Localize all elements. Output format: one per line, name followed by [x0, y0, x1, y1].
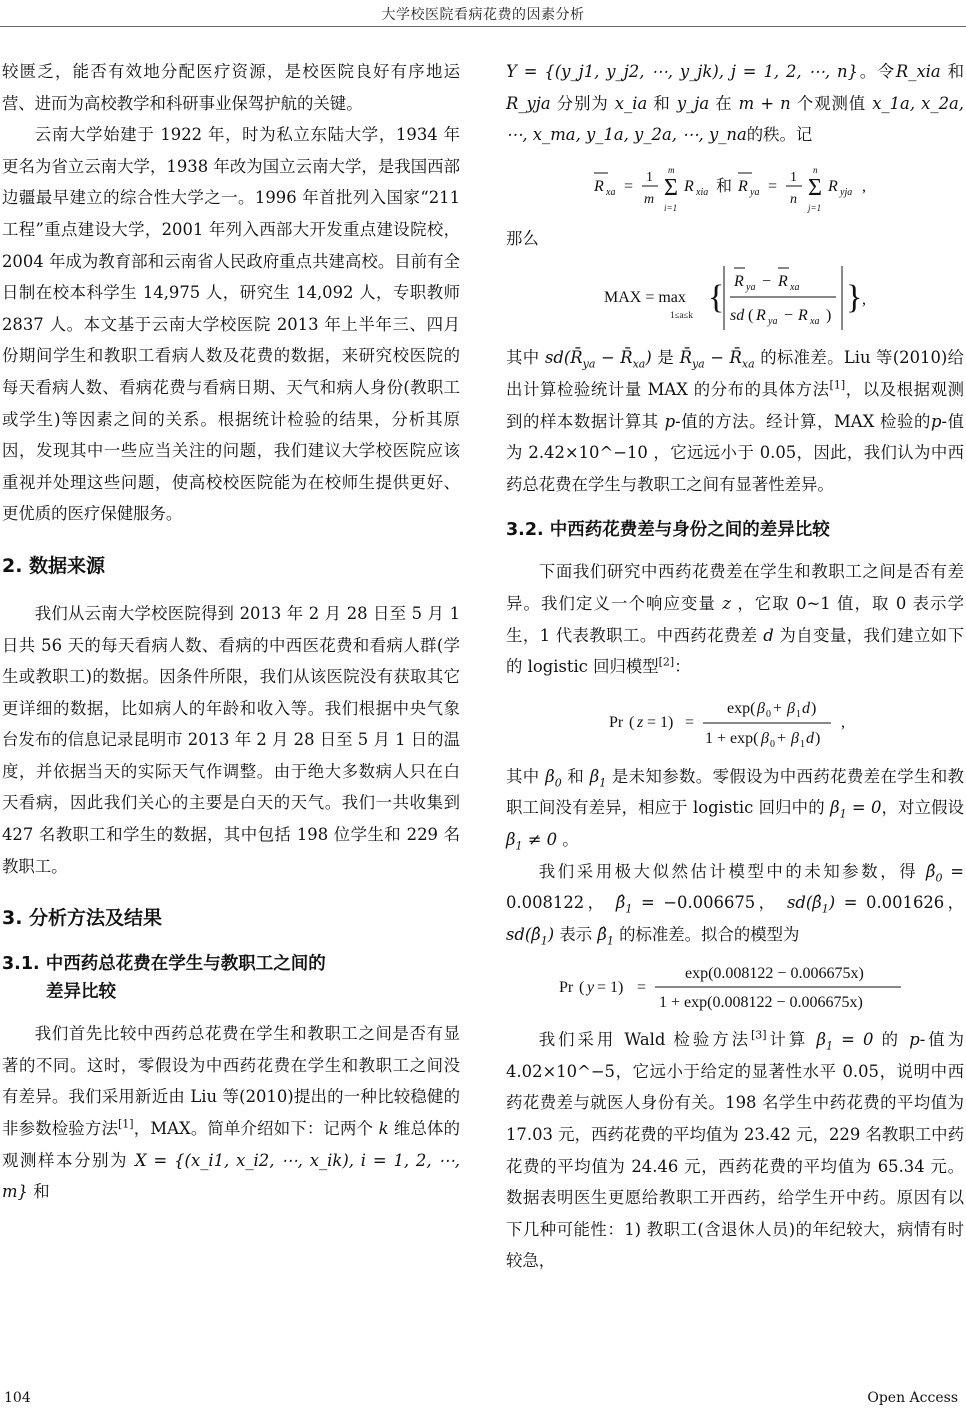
text-3-2-colon: ： — [674, 657, 691, 677]
subsection-heading-3-1-line2: 差异比较 — [46, 982, 116, 1003]
journal-label: Open Access — [867, 1390, 958, 1406]
svg-text:j=1: j=1 — [808, 202, 822, 213]
sd-beta1-ref: $sd(\betâ_1)$ — [506, 924, 555, 947]
var-k: k — [378, 1119, 389, 1139]
wald-hypothesis: $\beta_1 = 0$ — [816, 1030, 874, 1053]
svg-text:sd: sd — [730, 307, 745, 325]
formula-obs-list: x_1a, x_2a, ⋯, x_ma, y_1a, y_2a, ⋯, y_na — [506, 93, 965, 145]
subsection-heading-3-1 — [2, 950, 460, 1006]
svg-text:(: ( — [579, 979, 585, 997]
svg-text:+: + — [777, 729, 787, 747]
text-max-g: ，它远远小于 0.05，因此，我们认为中西药总花费在学生与教职工之间有显著性差异。 — [506, 443, 964, 494]
text-3-2-c: 为自变量，我们建立如下的 logistic 回归模型 — [506, 625, 965, 677]
text-mle-sd: 表示 — [559, 924, 593, 944]
formula-y-ja: y_ja — [676, 93, 710, 113]
svg-text:R: R — [738, 177, 748, 195]
svg-text:m: m — [668, 164, 675, 175]
text-and-1: 和 — [947, 62, 964, 81]
svg-text:= 1): = 1) — [647, 713, 674, 731]
var-d: d — [763, 625, 774, 645]
svg-text:β: β — [791, 729, 799, 747]
svg-text:(: ( — [748, 307, 754, 325]
svg-text:R: R — [828, 177, 838, 195]
paragraph-beta-hypothesis — [506, 761, 964, 856]
paragraph-max-result — [506, 342, 964, 500]
var-p-1: p — [664, 411, 676, 431]
text-beta-and: 和 — [567, 766, 585, 786]
text-rank: 的秩。记 — [746, 125, 813, 145]
beta1-hat-label: $\betâ_1$ = — [615, 893, 655, 916]
svg-text:1: 1 — [800, 738, 805, 750]
beta0-inline: $\beta_0$ — [545, 766, 562, 789]
text-3-2-a: 下面我们研究中西药花费差在学生和教职工之间是否有差异。我们定义一个响应变量 — [506, 562, 964, 613]
text-3-2-b: ，它取 0~1 值，取 0 表示学生，1 代表教职工。中西药花费差 — [506, 593, 965, 645]
text-mle-end: 的标准差。拟合的模型为 — [619, 924, 800, 944]
citation-3: [3] — [750, 1028, 767, 1042]
citation-2: [2] — [658, 655, 675, 669]
svg-text:1 + exp(: 1 + exp( — [705, 729, 759, 747]
equation-mean-ranks — [506, 159, 964, 215]
svg-text:= 1): = 1) — [597, 979, 624, 997]
beta1-inline: $\beta_1$ — [589, 766, 607, 789]
svg-text:ya: ya — [750, 186, 760, 198]
text-then: 那么 — [506, 228, 539, 248]
text-in: 在 — [715, 93, 733, 113]
text-max-f: -值为 — [506, 411, 964, 463]
paragraph-3-1 — [2, 1018, 460, 1208]
paragraph-wald — [506, 1024, 964, 1277]
paragraph-data-source: 我们从云南大学校医院得到 2013 年 2 月 28 日至 5 月 1 日共 56 天的每天看病人数、看病的中西医花费和看病人群(学生或教职工)的数据。因条件所限，我们从该医院没有获取其它更详细的数据，比如病人的年龄和收入等。我们根据中央气象台发布的信息记录昆明市 2013 年 2 月 28 日至 5 月 1 日的温度，并依据当天的实际天气作调整。由于绝大多数病人只在白天看病，因此我们关心的主要是白天的天气。我们一共收集到 427 名教职工和学生的数据，其中包括 198 位学生和 229 名教职工。 — [2, 603, 460, 876]
svg-text:=: = — [685, 713, 695, 731]
svg-text:m: m — [644, 191, 655, 207]
svg-text:Pr: Pr — [609, 713, 624, 731]
formula-R-xia: R_xia — [895, 62, 941, 81]
text-max-e: -值的方法。经计算，MAX 检验的 — [675, 411, 931, 431]
paragraph-mle: 我们采用极大似然估计模型中的未知参数，得 $\betâ_0 = 0.008122$， $\betâ_1 = -0.006675$， $sd(\betâ_1) = 0.001626$， $sd(\betâ_1)$ 表示 $\betâ_1$ 的标准差。拟合的模型为 — [506, 861, 964, 947]
svg-text:Σ: Σ — [808, 174, 822, 201]
svg-text:1: 1 — [796, 708, 801, 720]
svg-text:+: + — [773, 699, 783, 717]
paragraph-yunnan: 云南大学始建于 1922 年，时为私立东陆大学，1934 年更名为省立云南大学，1938 年改为国立云南大学，是我国西部边疆最早建立的综合性大学之一。1996 年首批列入国家“211 工程”重点建设大学，2001 年列入西部大开发重点建设院校，2004 年成为教育部和云南省人民政府重点共建高校。目前有全日制在校本科学生 14,975 人，研究生 14,092 人，专职教师 2837 人。本文基于云南大学校医院 2013 年上半年三、四月份期间学生和教职工看病人数及花费的数据，来研究校医院的每天看病人数、看病花费与看病日期、天气和病人身份(教职工或学生)等因素之间的关系。根据统计检验的结果，分析其原因，发现其中一些应当关注的问题，我们建议大学校医院应该重视并处理这些问题，使高校校医院能为在校师生提供更好、更优质的医疗保健服务。 — [2, 125, 460, 524]
svg-text:β: β — [761, 729, 769, 747]
svg-text:=: = — [637, 979, 647, 997]
text-max-a: 其中 — [506, 348, 540, 368]
text-wald-c: 的 — [881, 1030, 902, 1050]
section-heading-data-source: 2. 数据来源 — [2, 554, 106, 577]
sd-diff-inline: $sd(R̄_{ya}$ − $R̄_{xa}$) — [545, 348, 652, 371]
svg-text:1: 1 — [790, 169, 797, 185]
fitted-numerator: exp(0.008122 − 0.006675x) — [685, 965, 864, 983]
formula-Y-set: Y = {(y_j1, y_j2, ⋯, y_jk), j = 1, 2, ⋯, n} — [506, 62, 859, 81]
svg-text:R: R — [684, 177, 694, 195]
svg-text:Σ: Σ — [664, 174, 678, 201]
svg-text:): ) — [826, 307, 832, 325]
beta1-hat-value: −0.006675 — [663, 893, 756, 913]
svg-text:exp(: exp( — [727, 699, 756, 717]
svg-text:xia: xia — [696, 186, 709, 198]
alt-hypothesis: $\beta_1 \ne 0$ — [506, 829, 558, 853]
var-z: z — [722, 593, 731, 613]
right-column — [506, 56, 964, 1277]
svg-text:−: − — [784, 307, 794, 325]
page-number: 104 — [4, 1390, 31, 1406]
svg-text:i=1: i=1 — [664, 202, 678, 213]
equation-fitted — [506, 958, 964, 1016]
subsection-heading-3-2: 3.2. 中西药花费差与身份之间的差异比较 — [506, 520, 830, 541]
p-value-wald: 4.02×10^−5 — [506, 1061, 615, 1081]
formula-X-set: X = {(x_i1, x_i2, ⋯, x_ik), i = 1, 2, ⋯, m} — [2, 1150, 461, 1202]
svg-text:{: { — [708, 279, 725, 317]
svg-text:y: y — [587, 979, 595, 997]
text-observations: 个观测值 — [796, 93, 867, 113]
text-max-c: 的标准差。Liu 等(2010)给出计算检验统计量 MAX 的分布的具体方法 — [506, 348, 964, 399]
svg-text:(: ( — [629, 713, 635, 731]
left-column — [2, 56, 460, 1208]
beta0-hat-value: 0.008122 — [506, 893, 585, 913]
logistic-model-formula — [605, 691, 865, 753]
svg-text:R: R — [734, 273, 744, 291]
header-rule — [0, 26, 966, 27]
sd-beta1-value: 0.001626 — [866, 893, 945, 913]
text-3-1-b: ，MAX。简单介绍如下：记两个 — [133, 1119, 374, 1139]
var-p-3: p — [909, 1030, 920, 1050]
svg-text:R: R — [778, 273, 788, 291]
svg-text:d: d — [802, 699, 810, 717]
svg-text:,: , — [862, 177, 866, 195]
mean-and-text: 和 — [716, 177, 733, 195]
beta1-hat-ref: $\betâ_1$ — [597, 924, 614, 947]
svg-text:=: = — [624, 177, 634, 195]
formula-x-ia: x_ia — [614, 93, 648, 113]
text-wald-a: 我们采用 Wald 检验方法 — [538, 1030, 751, 1050]
beta0-hat-label: $\betâ_0$ = — [925, 861, 964, 884]
text-wald-e: ，它远小于给定的显著性水平 0.05，说明中西药花费差与就医人身份有关。198 名学生中药花费的平均值为 17.03 元，西药花费的平均值为 23.42 元，229 名教职工中药花费的平均值为 24.46 元，西药花费的平均值为 65.34 元。数据表明医生更愿给教职工开西药，给学生开中药。原因有以下几种可能性：1) 教职工(含退休人员)的年纪较大，病情有时较急， — [506, 1061, 964, 1271]
text-max-b: 是 — [657, 348, 675, 368]
svg-text:): ) — [811, 699, 817, 717]
svg-text:1≤a≤k: 1≤a≤k — [670, 310, 693, 321]
svg-text:Pr: Pr — [559, 979, 574, 997]
svg-text:R: R — [798, 307, 808, 325]
text-3-1-c: 维总体的观测样本分别为 — [2, 1119, 461, 1170]
svg-text:,: , — [841, 713, 845, 731]
svg-text:yja: yja — [840, 186, 853, 198]
fitted-model-formula — [555, 958, 915, 1016]
svg-text:0: 0 — [770, 738, 775, 750]
fitted-denominator: 1 + exp(0.008122 − 0.006675x) — [659, 994, 863, 1012]
svg-text:z: z — [637, 713, 644, 731]
svg-text:n: n — [790, 191, 797, 207]
svg-text:,: , — [862, 291, 866, 309]
svg-text:xa: xa — [790, 282, 800, 294]
text-beta-a: 其中 — [506, 766, 540, 786]
svg-text:}: } — [846, 279, 863, 317]
citation-1b: [1] — [829, 378, 846, 392]
max-statistic-formula — [600, 262, 870, 334]
svg-text:): ) — [815, 729, 821, 747]
text-beta-d: 。 — [562, 829, 579, 849]
text-3-1-a: 我们首先比较中西药总花费在学生和教职工之间是否有显著的不同。这时，零假设为中西药花费在学生和教职工之间没有差异。我们采用新近由 Liu 等(2010)提出的一种比较稳健的非参数检验方法 — [2, 1024, 460, 1139]
svg-text:xa: xa — [606, 186, 616, 198]
subsection-heading-3-1-line1: 3.1. 中西药总花费在学生与教职工之间的 — [2, 954, 326, 975]
svg-text:n: n — [813, 164, 818, 175]
paragraph-intro-end: 较匮乏，能否有效地分配医疗资源，是校医院良好有序地运营、进而为高校教学和科研事业保驾护航的关键。 — [2, 62, 460, 113]
text-beta-c: ，对立假设 — [881, 798, 964, 818]
svg-text:=: = — [768, 177, 778, 195]
svg-text:−: − — [762, 273, 772, 291]
section-heading-methods: 3. 分析方法及结果 — [2, 907, 163, 930]
mean-ranks-formula — [590, 159, 880, 215]
svg-text:MAX = max: MAX = max — [604, 289, 686, 307]
running-title: 大学校医院看病花费的因素分析 — [381, 7, 585, 23]
text-wald-b: 计算 — [766, 1030, 809, 1050]
citation-1: [1] — [118, 1117, 134, 1131]
formula-R-yja: R_yja — [506, 93, 551, 113]
text-let: 。令 — [858, 62, 896, 81]
svg-text:xa: xa — [810, 316, 820, 328]
var-p-2: p — [930, 411, 942, 431]
svg-text:d: d — [806, 729, 814, 747]
diff-inline: $R̄_{ya}$ − $R̄_{xa}$ — [679, 348, 755, 371]
svg-text:ya: ya — [768, 316, 778, 328]
equation-max — [506, 262, 964, 334]
text-and-2: 和 — [653, 93, 671, 113]
null-hypothesis: $\beta_1 = 0$ — [830, 798, 882, 821]
text-wald-d: -值为 — [919, 1030, 964, 1050]
text-max-d: ，以及根据观测到的样本数据计算其 — [506, 379, 964, 431]
svg-text:R: R — [594, 177, 604, 195]
sd-beta1-label: $sd(\betâ_1)$ = — [786, 893, 858, 916]
equation-logistic — [506, 691, 964, 753]
svg-text:β: β — [757, 699, 765, 717]
paragraph-rank-def — [506, 56, 964, 151]
text-3-1-and: 和 — [33, 1182, 50, 1202]
text-mle: 我们采用极大似然估计模型中的未知参数，得 — [538, 861, 919, 881]
svg-text:R: R — [756, 307, 766, 325]
formula-m-plus-n: m + n — [738, 93, 791, 113]
p-value-max: 2.42×10^−10 — [528, 443, 648, 463]
paragraph-3-2 — [506, 556, 964, 682]
svg-text:ya: ya — [746, 282, 756, 294]
svg-text:β: β — [787, 699, 795, 717]
svg-text:0: 0 — [766, 708, 771, 720]
text-respectively: 分别为 — [556, 93, 609, 113]
text-beta-b: 是未知参数。零假设为中西药花费差在学生和教职工间没有差异，相应于 logistic 回归中的 — [506, 766, 965, 818]
svg-text:1: 1 — [646, 169, 653, 185]
